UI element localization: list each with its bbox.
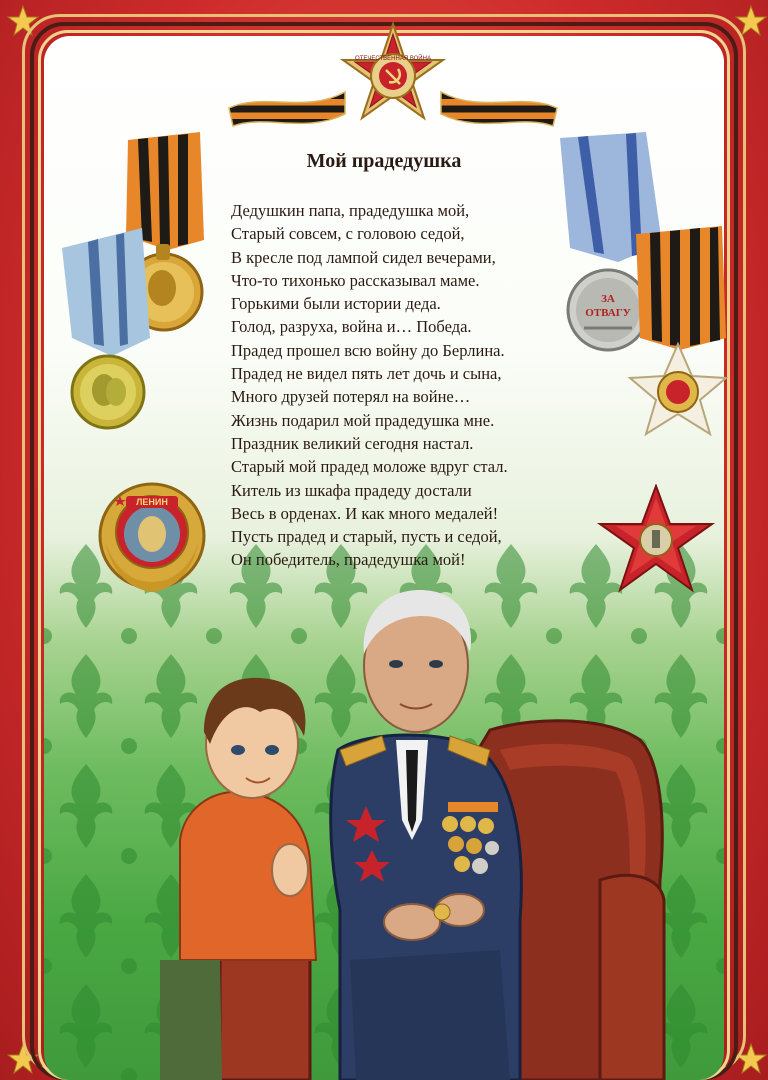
- poem-line: Жизнь подарил мой прадедушка мне.: [231, 410, 495, 430]
- order-ring-text: ОТЕЧЕСТВЕННАЯ ВОЙНА: [355, 56, 431, 62]
- poem-line: Праздник великий сегодня настал.: [231, 433, 474, 453]
- illustration-boy-and-great-grandfather: [160, 580, 720, 1080]
- poem-line: Весь в орденах. И как много медалей!: [231, 503, 499, 523]
- poem-line: Горькими были истории деда.: [231, 294, 441, 314]
- order-patriotic-war-emblem: [225, 22, 561, 142]
- medal-partisan: [58, 228, 158, 438]
- poem-line: Голод, разруха, война и… Победа.: [231, 317, 472, 337]
- medal-courage-text-1: ЗА: [601, 293, 615, 305]
- poem-line: Он победитель, прадедушка мой!: [231, 550, 466, 570]
- poem-line: Старый совсем, с головою седой,: [231, 224, 465, 244]
- poem-line: Дедушкин папа, прадедушка мой,: [231, 201, 470, 220]
- poem-line: Что-то тихонько рассказывал маме.: [231, 270, 480, 290]
- poem-line: Много друзей потерял на войне…: [231, 387, 471, 407]
- medal-courage-text-2: ОТВАГУ: [585, 307, 631, 319]
- poem-title: Мой прадедушка: [306, 150, 462, 172]
- poem-line: Старый мой прадед моложе вдруг стал.: [231, 457, 508, 477]
- poem-line: В кресле под лампой сидел вечерами,: [231, 247, 496, 267]
- poem-line: Китель из шкафа прадеду достали: [231, 480, 472, 500]
- order-lenin-text: ЛЕНИН: [136, 497, 168, 507]
- poem-line: Пусть прадед и старый, пусть и седой,: [231, 527, 502, 547]
- order-of-glory: [622, 226, 732, 448]
- poem-line: Прадед прошел всю войну до Берлина.: [231, 340, 505, 360]
- poem-line: Прадед не видел пять лет дочь и сына,: [231, 364, 502, 384]
- poem-text: [231, 199, 591, 572]
